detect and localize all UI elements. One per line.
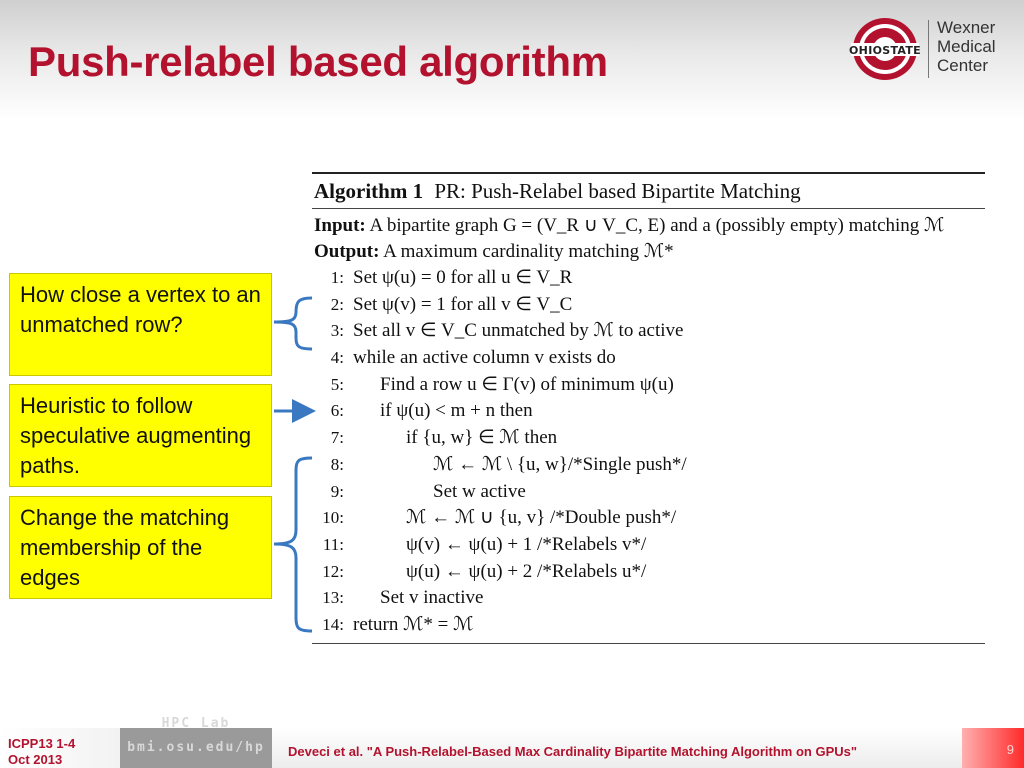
- line-text: Set w active: [433, 480, 526, 502]
- algorithm-line-3: [312, 318, 985, 345]
- algorithm-line-1: [312, 265, 985, 292]
- line-number: 5:: [330, 374, 344, 394]
- wexner-logo: [850, 16, 1020, 82]
- input-text: A bipartite graph G = (V_R ∪ V_C, E) and a (possibly empty) matching ℳ: [369, 215, 945, 236]
- algorithm-io: [312, 213, 985, 265]
- line-number: 3:: [330, 321, 344, 341]
- line-text: Set ψ(u) = 0 for all u ∈ V_R: [353, 267, 573, 288]
- output-text: A maximum cardinality matching ℳ*: [383, 241, 674, 262]
- input-label: Input:: [314, 215, 366, 236]
- algorithm-line-10: [312, 505, 985, 532]
- algorithm-line-11: [312, 532, 985, 559]
- svg-text:OHIOSTATE: OHIOSTATE: [849, 44, 921, 57]
- footer-lab: [120, 716, 272, 768]
- slide-title: Push-relabel based algorithm: [28, 38, 608, 85]
- line-text: Set ψ(v) = 1 for all v ∈ V_C: [353, 293, 573, 315]
- note-matching-membership: Change the matching membership of the edges: [9, 496, 272, 599]
- line-text: ℳ ← ℳ ∪ {u, v} /*Double push*/: [406, 507, 677, 529]
- line-number: 12:: [322, 561, 344, 581]
- bracket-lines-1-3-icon: [274, 298, 312, 349]
- line-number: 14:: [322, 614, 344, 634]
- line-number: 8:: [330, 454, 344, 474]
- line-text: ψ(v) ← ψ(u) + 1 /*Relabels v*/: [406, 533, 647, 555]
- footer: [0, 716, 1024, 768]
- citation-text: Deveci et al. "A Push-Relabel-Based Max Cardinality Bipartite Matching Algorithm on GPUs": [288, 744, 858, 759]
- output-label: Output:: [314, 241, 380, 262]
- footer-page: [962, 728, 1024, 768]
- logo-line-3: Center: [937, 56, 989, 75]
- algorithm-bottom-rule: [312, 643, 985, 644]
- note-distance-heuristic: How close a vertex to an unmatched row?: [9, 273, 272, 376]
- bracket-lines-7-13-icon: [274, 458, 312, 631]
- algorithm-line-8: [312, 452, 985, 479]
- line-text: ψ(u) ← ψ(u) + 2 /*Relabels u*/: [406, 560, 647, 582]
- algorithm-line-14: [312, 612, 985, 639]
- line-number: 4:: [330, 348, 344, 368]
- algorithm-line-9: [312, 479, 985, 506]
- line-number: 6:: [330, 401, 344, 421]
- lab-line-2: bmi.osu.edu/hp: [127, 740, 265, 755]
- algorithm-label: Algorithm 1: [314, 179, 424, 203]
- algorithm-output: [314, 239, 985, 265]
- algorithm-line-12: [312, 559, 985, 586]
- line-text: Set v inactive: [380, 587, 484, 609]
- line-text: while an active column v exists do: [353, 347, 616, 369]
- line-number: 7:: [330, 428, 344, 448]
- line-number: 13:: [322, 588, 344, 608]
- algorithm-caption: [312, 174, 985, 208]
- ohio-state-block-o-icon: [850, 16, 920, 82]
- line-text: Set all v ∈ V_C unmatched by ℳ to active: [353, 320, 684, 342]
- algorithm-box: [312, 172, 985, 644]
- lab-line-1: HPC Lab: [161, 716, 231, 731]
- line-text: if {u, w} ∈ ℳ then: [406, 427, 558, 449]
- algorithm-caption-text: PR: Push-Relabel based Bipartite Matching: [434, 179, 801, 203]
- conference-line-2: Oct 2013: [8, 752, 63, 767]
- line-text: if ψ(u) < m + n then: [380, 400, 533, 422]
- page-number: 9: [1006, 742, 1014, 757]
- algorithm-line-13: [312, 585, 985, 612]
- line-text: ℳ ← ℳ \ {u, w}/*Single push*/: [433, 453, 687, 475]
- line-number: 10:: [322, 508, 344, 528]
- logo-separator: [928, 20, 929, 78]
- line-text: Find a row u ∈ Γ(v) of minimum ψ(u): [380, 373, 674, 395]
- footer-citation: [272, 728, 962, 768]
- algorithm-line-6: [312, 398, 985, 425]
- logo-line-2: Medical: [937, 37, 996, 56]
- line-number: 2:: [330, 294, 344, 314]
- note-speculative-paths: Heuristic to follow speculative augmenting paths.: [9, 384, 272, 487]
- algorithm-line-7: [312, 425, 985, 452]
- algorithm-input: [314, 213, 985, 239]
- algorithm-line-5: [312, 372, 985, 399]
- line-text: return ℳ* = ℳ: [353, 613, 474, 635]
- conference-line-1: ICPP13 1-4: [8, 736, 76, 751]
- footer-conference: [0, 728, 120, 768]
- algorithm-lines: [312, 265, 985, 639]
- algorithm-line-2: [312, 292, 985, 319]
- algorithm-caption-rule: [312, 208, 985, 209]
- line-number: 1:: [330, 268, 344, 287]
- line-number: 9:: [330, 481, 344, 501]
- line-number: 11:: [322, 534, 344, 554]
- logo-line-1: Wexner: [937, 18, 996, 37]
- algorithm-line-4: [312, 345, 985, 372]
